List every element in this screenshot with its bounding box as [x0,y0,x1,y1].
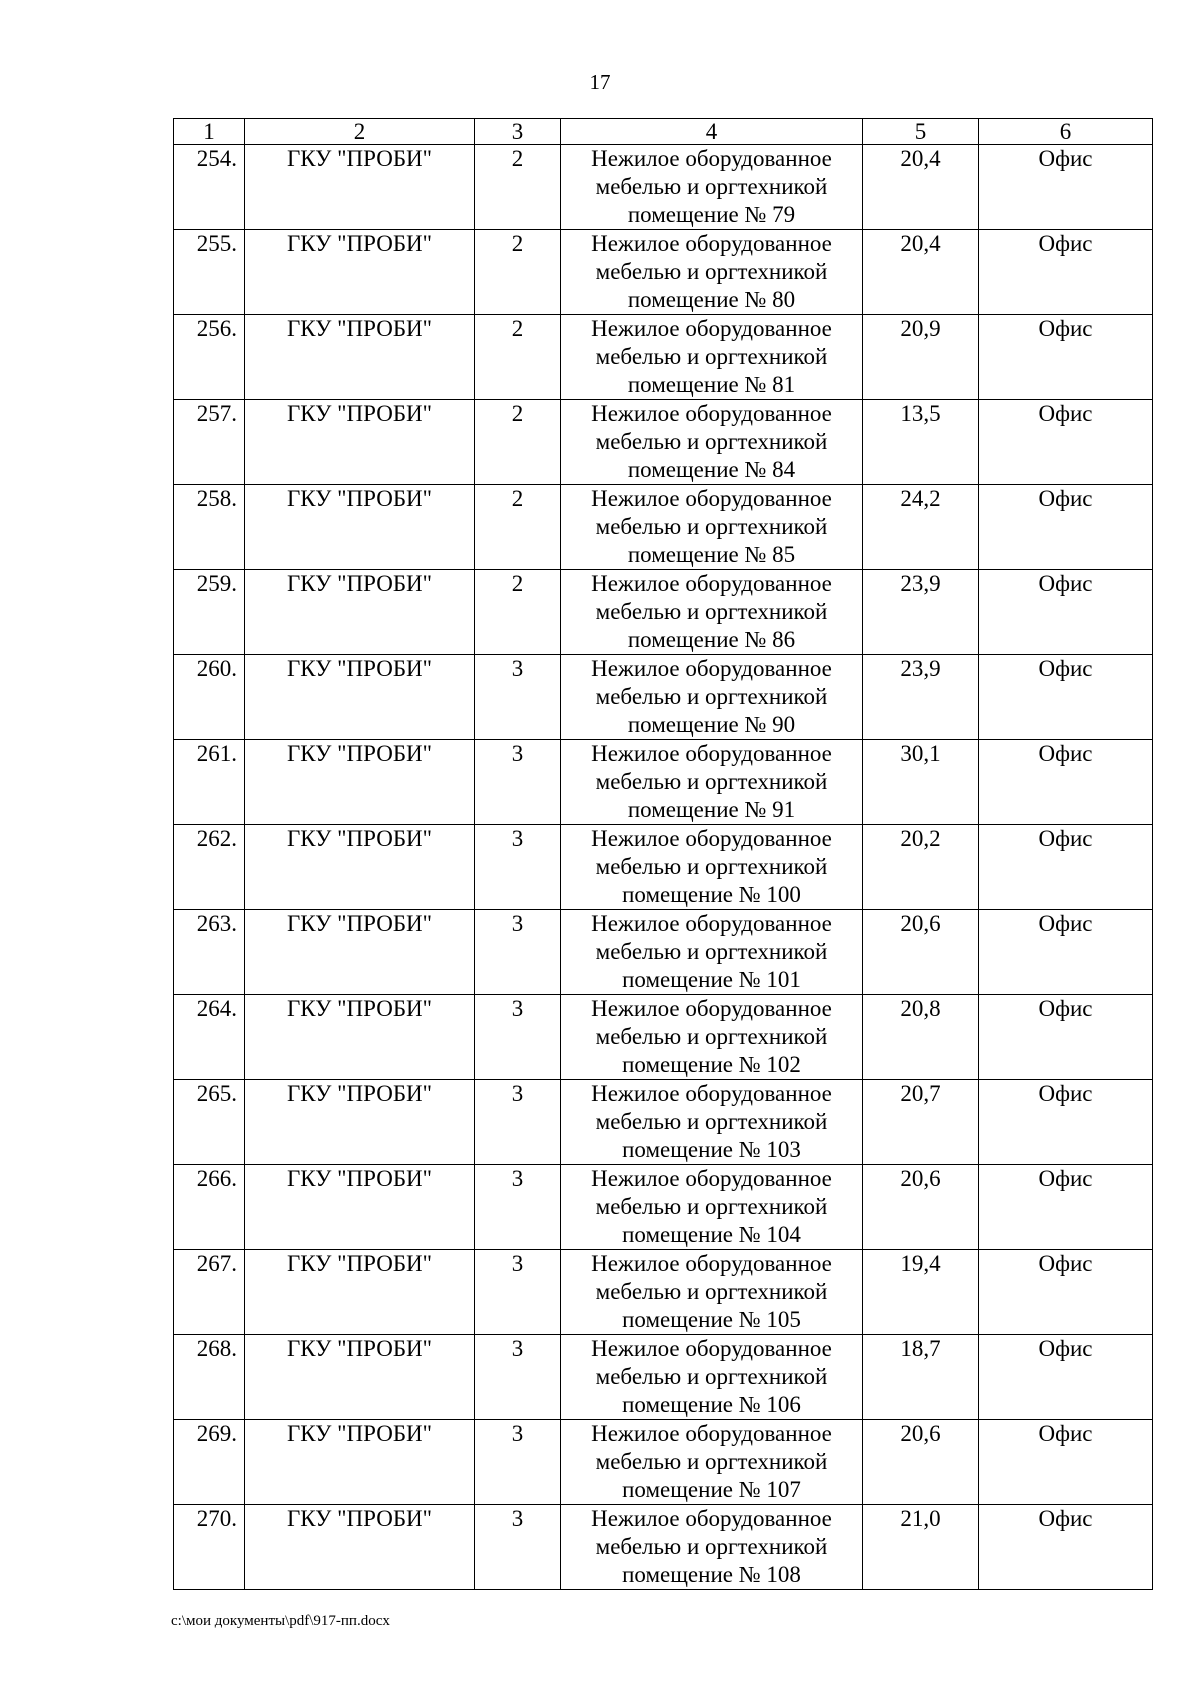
description-cell [561,315,863,400]
description-line: мебелью и оргтехникой [595,1279,828,1304]
area-cell: 21,0 [863,1505,979,1590]
description-line: Нежилое оборудованное [591,401,832,426]
floor-cell: 2 [475,315,561,400]
area-cell: 30,1 [863,740,979,825]
floor-cell: 3 [475,825,561,910]
description-line: помещение № 90 [627,712,796,737]
premises-table [173,118,1153,1590]
purpose-cell: Офис [979,825,1153,910]
floor-cell: 2 [475,230,561,315]
table-row [174,740,1153,825]
organization-cell: ГКУ "ПРОБИ" [245,655,475,740]
column-header-4: 4 [561,119,863,145]
purpose-cell: Офис [979,1250,1153,1335]
description-cell [561,570,863,655]
row-number-cell: 260. [174,655,245,740]
description-line: мебелью и оргтехникой [595,429,828,454]
description-line: помещение № 85 [627,542,796,567]
column-header-2: 2 [245,119,475,145]
row-number-cell: 266. [174,1165,245,1250]
area-cell: 20,8 [863,995,979,1080]
row-number-cell: 265. [174,1080,245,1165]
description-line: Нежилое оборудованное [591,656,832,681]
table-row [174,995,1153,1080]
description-line: мебелью и оргтехникой [595,1449,828,1474]
row-number-cell: 257. [174,400,245,485]
row-number-cell: 255. [174,230,245,315]
description-line: помещение № 86 [627,627,796,652]
organization-cell: ГКУ "ПРОБИ" [245,825,475,910]
description-line: мебелью и оргтехникой [595,1024,828,1049]
description-line: помещение № 84 [627,457,796,482]
description-line: помещение № 105 [622,1307,801,1332]
description-line: мебелью и оргтехникой [595,1109,828,1134]
row-number-cell: 264. [174,995,245,1080]
table-row [174,910,1153,995]
row-number-cell: 263. [174,910,245,995]
description-line: помещение № 108 [622,1562,801,1587]
table-row [174,400,1153,485]
purpose-cell: Офис [979,740,1153,825]
description-line: Нежилое оборудованное [591,571,832,596]
organization-cell: ГКУ "ПРОБИ" [245,910,475,995]
area-cell: 13,5 [863,400,979,485]
description-line: Нежилое оборудованное [591,1421,832,1446]
organization-cell: ГКУ "ПРОБИ" [245,230,475,315]
description-line: помещение № 100 [622,882,801,907]
area-cell: 20,4 [863,230,979,315]
description-cell [561,655,863,740]
description-line: помещение № 102 [622,1052,801,1077]
description-line: мебелью и оргтехникой [595,344,828,369]
floor-cell: 3 [475,1505,561,1590]
organization-cell: ГКУ "ПРОБИ" [245,145,475,230]
area-cell: 20,6 [863,1165,979,1250]
description-line: мебелью и оргтехникой [595,939,828,964]
floor-cell: 3 [475,995,561,1080]
floor-cell: 2 [475,570,561,655]
purpose-cell: Офис [979,1080,1153,1165]
area-cell: 23,9 [863,570,979,655]
purpose-cell: Офис [979,655,1153,740]
purpose-cell: Офис [979,230,1153,315]
table-row [174,1165,1153,1250]
description-line: Нежилое оборудованное [591,146,832,171]
organization-cell: ГКУ "ПРОБИ" [245,1335,475,1420]
floor-cell: 3 [475,1335,561,1420]
organization-cell: ГКУ "ПРОБИ" [245,400,475,485]
description-line: мебелью и оргтехникой [595,854,828,879]
table-row [174,825,1153,910]
area-cell: 20,2 [863,825,979,910]
description-line: помещение № 104 [622,1222,801,1247]
floor-cell: 3 [475,910,561,995]
organization-cell: ГКУ "ПРОБИ" [245,1505,475,1590]
description-cell [561,1080,863,1165]
description-line: помещение № 107 [622,1477,801,1502]
row-number-cell: 258. [174,485,245,570]
floor-cell: 3 [475,1250,561,1335]
description-line: Нежилое оборудованное [591,231,832,256]
purpose-cell: Офис [979,485,1153,570]
column-header-5: 5 [863,119,979,145]
description-line: Нежилое оборудованное [591,826,832,851]
table-row [174,1505,1153,1590]
area-cell: 24,2 [863,485,979,570]
column-header-6: 6 [979,119,1153,145]
description-line: мебелью и оргтехникой [595,514,828,539]
organization-cell: ГКУ "ПРОБИ" [245,315,475,400]
description-line: Нежилое оборудованное [591,911,832,936]
table-row [174,1335,1153,1420]
area-cell: 19,4 [863,1250,979,1335]
description-cell [561,1250,863,1335]
description-line: Нежилое оборудованное [591,1506,832,1531]
row-number-cell: 268. [174,1335,245,1420]
table-row [174,655,1153,740]
description-cell [561,995,863,1080]
description-cell [561,1505,863,1590]
table-row [174,230,1153,315]
description-line: мебелью и оргтехникой [595,259,828,284]
description-line: мебелью и оргтехникой [595,684,828,709]
row-number-cell: 270. [174,1505,245,1590]
description-cell [561,740,863,825]
table-row [174,1420,1153,1505]
purpose-cell: Офис [979,145,1153,230]
description-line: мебелью и оргтехникой [595,1534,828,1559]
organization-cell: ГКУ "ПРОБИ" [245,1080,475,1165]
purpose-cell: Офис [979,910,1153,995]
column-header-1: 1 [174,119,245,145]
description-line: Нежилое оборудованное [591,486,832,511]
area-cell: 20,9 [863,315,979,400]
description-cell [561,145,863,230]
description-line: мебелью и оргтехникой [595,769,828,794]
purpose-cell: Офис [979,1420,1153,1505]
floor-cell: 3 [475,740,561,825]
table-row [174,485,1153,570]
floor-cell: 2 [475,485,561,570]
description-line: Нежилое оборудованное [591,1251,832,1276]
description-line: помещение № 80 [627,287,796,312]
purpose-cell: Офис [979,1165,1153,1250]
description-line: помещение № 91 [627,797,796,822]
row-number-cell: 259. [174,570,245,655]
row-number-cell: 269. [174,1420,245,1505]
description-cell [561,1165,863,1250]
purpose-cell: Офис [979,995,1153,1080]
description-cell [561,1420,863,1505]
description-line: мебелью и оргтехникой [595,599,828,624]
row-number-cell: 267. [174,1250,245,1335]
floor-cell: 3 [475,1080,561,1165]
description-line: помещение № 79 [627,202,796,227]
area-cell: 20,6 [863,910,979,995]
floor-cell: 3 [475,1165,561,1250]
area-cell: 18,7 [863,1335,979,1420]
table-row [174,145,1153,230]
organization-cell: ГКУ "ПРОБИ" [245,740,475,825]
table-header-row [174,119,1153,145]
organization-cell: ГКУ "ПРОБИ" [245,995,475,1080]
purpose-cell: Офис [979,570,1153,655]
organization-cell: ГКУ "ПРОБИ" [245,1420,475,1505]
area-cell: 20,7 [863,1080,979,1165]
description-cell [561,485,863,570]
table-row [174,570,1153,655]
purpose-cell: Офис [979,315,1153,400]
floor-cell: 3 [475,655,561,740]
organization-cell: ГКУ "ПРОБИ" [245,570,475,655]
description-line: мебелью и оргтехникой [595,1194,828,1219]
purpose-cell: Офис [979,400,1153,485]
description-line: мебелью и оргтехникой [595,174,828,199]
description-line: Нежилое оборудованное [591,1336,832,1361]
description-line: помещение № 106 [622,1392,801,1417]
description-cell [561,1335,863,1420]
description-line: Нежилое оборудованное [591,316,832,341]
description-cell [561,400,863,485]
row-number-cell: 256. [174,315,245,400]
description-line: Нежилое оборудованное [591,1166,832,1191]
organization-cell: ГКУ "ПРОБИ" [245,485,475,570]
description-line: помещение № 103 [622,1137,801,1162]
row-number-cell: 262. [174,825,245,910]
area-cell: 23,9 [863,655,979,740]
purpose-cell: Офис [979,1335,1153,1420]
area-cell: 20,4 [863,145,979,230]
page-number: 17 [589,70,611,94]
table-row [174,1250,1153,1335]
floor-cell: 2 [475,400,561,485]
organization-cell: ГКУ "ПРОБИ" [245,1165,475,1250]
column-header-3: 3 [475,119,561,145]
floor-cell: 3 [475,1420,561,1505]
description-line: Нежилое оборудованное [591,741,832,766]
purpose-cell: Офис [979,1505,1153,1590]
area-cell: 20,6 [863,1420,979,1505]
row-number-cell: 254. [174,145,245,230]
table-row [174,315,1153,400]
table-row [174,1080,1153,1165]
table-body [174,119,1153,1590]
file-path-footer: c:\мои документы\pdf\917-пп.docx [171,1613,390,1629]
description-cell [561,825,863,910]
floor-cell: 2 [475,145,561,230]
description-line: мебелью и оргтехникой [595,1364,828,1389]
description-cell [561,910,863,995]
organization-cell: ГКУ "ПРОБИ" [245,1250,475,1335]
description-line: Нежилое оборудованное [591,1081,832,1106]
description-line: Нежилое оборудованное [591,996,832,1021]
row-number-cell: 261. [174,740,245,825]
description-line: помещение № 81 [627,372,796,397]
description-cell [561,230,863,315]
description-line: помещение № 101 [622,967,801,992]
